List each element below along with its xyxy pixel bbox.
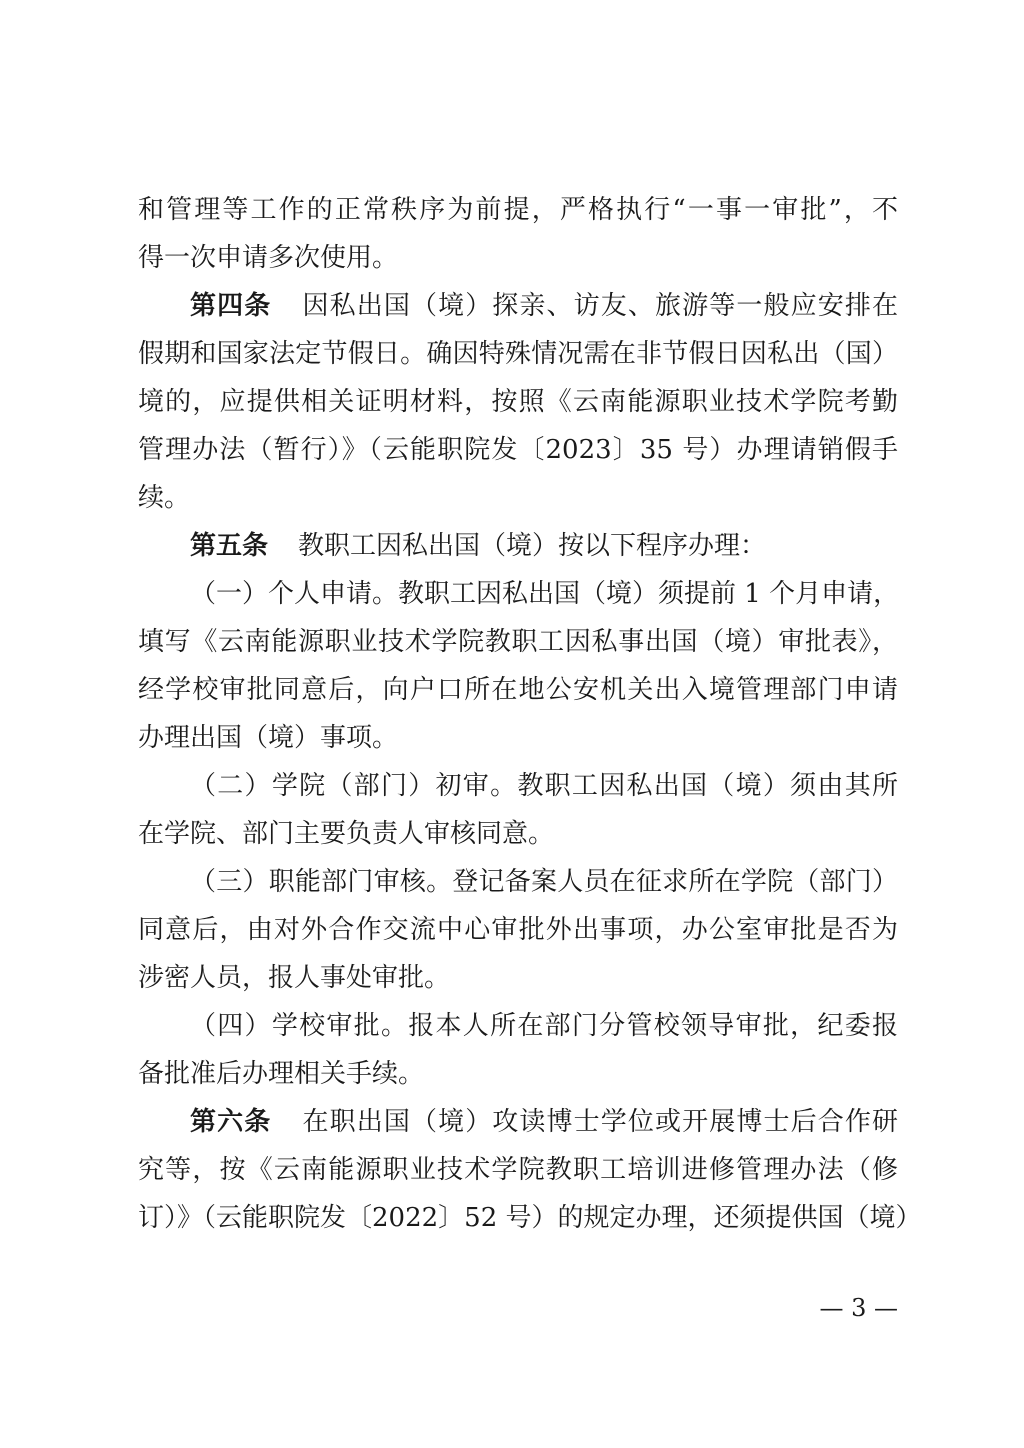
paragraph-line: 在职出国（境）攻读博士学位或开展博士后合作研 bbox=[301, 1107, 898, 1137]
article-5-first-line bbox=[190, 522, 898, 570]
page-number: — 3 — bbox=[819, 1294, 898, 1322]
paragraph-line: 经学校审批同意后，向户口所在地公安机关出入境管理部门申请 bbox=[138, 675, 898, 705]
paragraph-line: 得一次申请多次使用。 bbox=[138, 243, 399, 273]
paragraph-line: 假期和国家法定节假日。确因特殊情况需在非节假日因私出（国） bbox=[138, 339, 898, 369]
paragraph-line: 究等，按《云南能源职业技术学院教职工培训进修管理办法（修 bbox=[138, 1155, 898, 1185]
paragraph-line: （四）学校审批。报本人所在部门分管校领导审批，纪委报 bbox=[190, 1011, 898, 1041]
paragraph-line: 订）》（云能职院发〔2022〕52 号）的规定办理，还须提供国（境） bbox=[138, 1203, 922, 1233]
paragraph-line: （二）学院（部门）初审。教职工因私出国（境）须由其所 bbox=[190, 771, 898, 801]
paragraph-line: 办理出国（境）事项。 bbox=[138, 723, 399, 753]
article-heading: 第五条 bbox=[190, 531, 269, 561]
paragraph-line: 教职工因私出国（境）按以下程序办理： bbox=[298, 531, 767, 561]
article-4-first-line bbox=[190, 282, 898, 330]
paragraph-line: 续。 bbox=[138, 483, 191, 513]
article-heading: 第六条 bbox=[190, 1107, 272, 1137]
paragraph-line: 填写《云南能源职业技术学院教职工因私事出国（境）审批表》， bbox=[138, 627, 898, 657]
paragraph-line: 和管理等工作的正常秩序为前提，严格执行“一事一审批”，不 bbox=[138, 195, 898, 225]
paragraph-line: 境的，应提供相关证明材料，按照《云南能源职业技术学院考勤 bbox=[138, 387, 898, 417]
paragraph-line: 因私出国（境）探亲、访友、旅游等一般应安排在 bbox=[301, 291, 898, 321]
paragraph-line: （三）职能部门审核。登记备案人员在征求所在学院（部门） bbox=[190, 867, 898, 897]
article-6-first-line bbox=[190, 1098, 898, 1146]
paragraph-line: 同意后，由对外合作交流中心审批外出事项，办公室审批是否为 bbox=[138, 915, 898, 945]
paragraph-line: 涉密人员，报人事处审批。 bbox=[138, 963, 451, 993]
paragraph-line: 备批准后办理相关手续。 bbox=[138, 1059, 425, 1089]
paragraph-line: （一）个人申请。教职工因私出国（境）须提前 1 个月申请， bbox=[190, 579, 900, 609]
paragraph-line: 在学院、部门主要负责人审核同意。 bbox=[138, 819, 555, 849]
article-heading: 第四条 bbox=[190, 291, 272, 321]
paragraph-line: 管理办法（暂行）》（云能职院发〔2023〕35 号）办理请销假手 bbox=[138, 435, 898, 465]
